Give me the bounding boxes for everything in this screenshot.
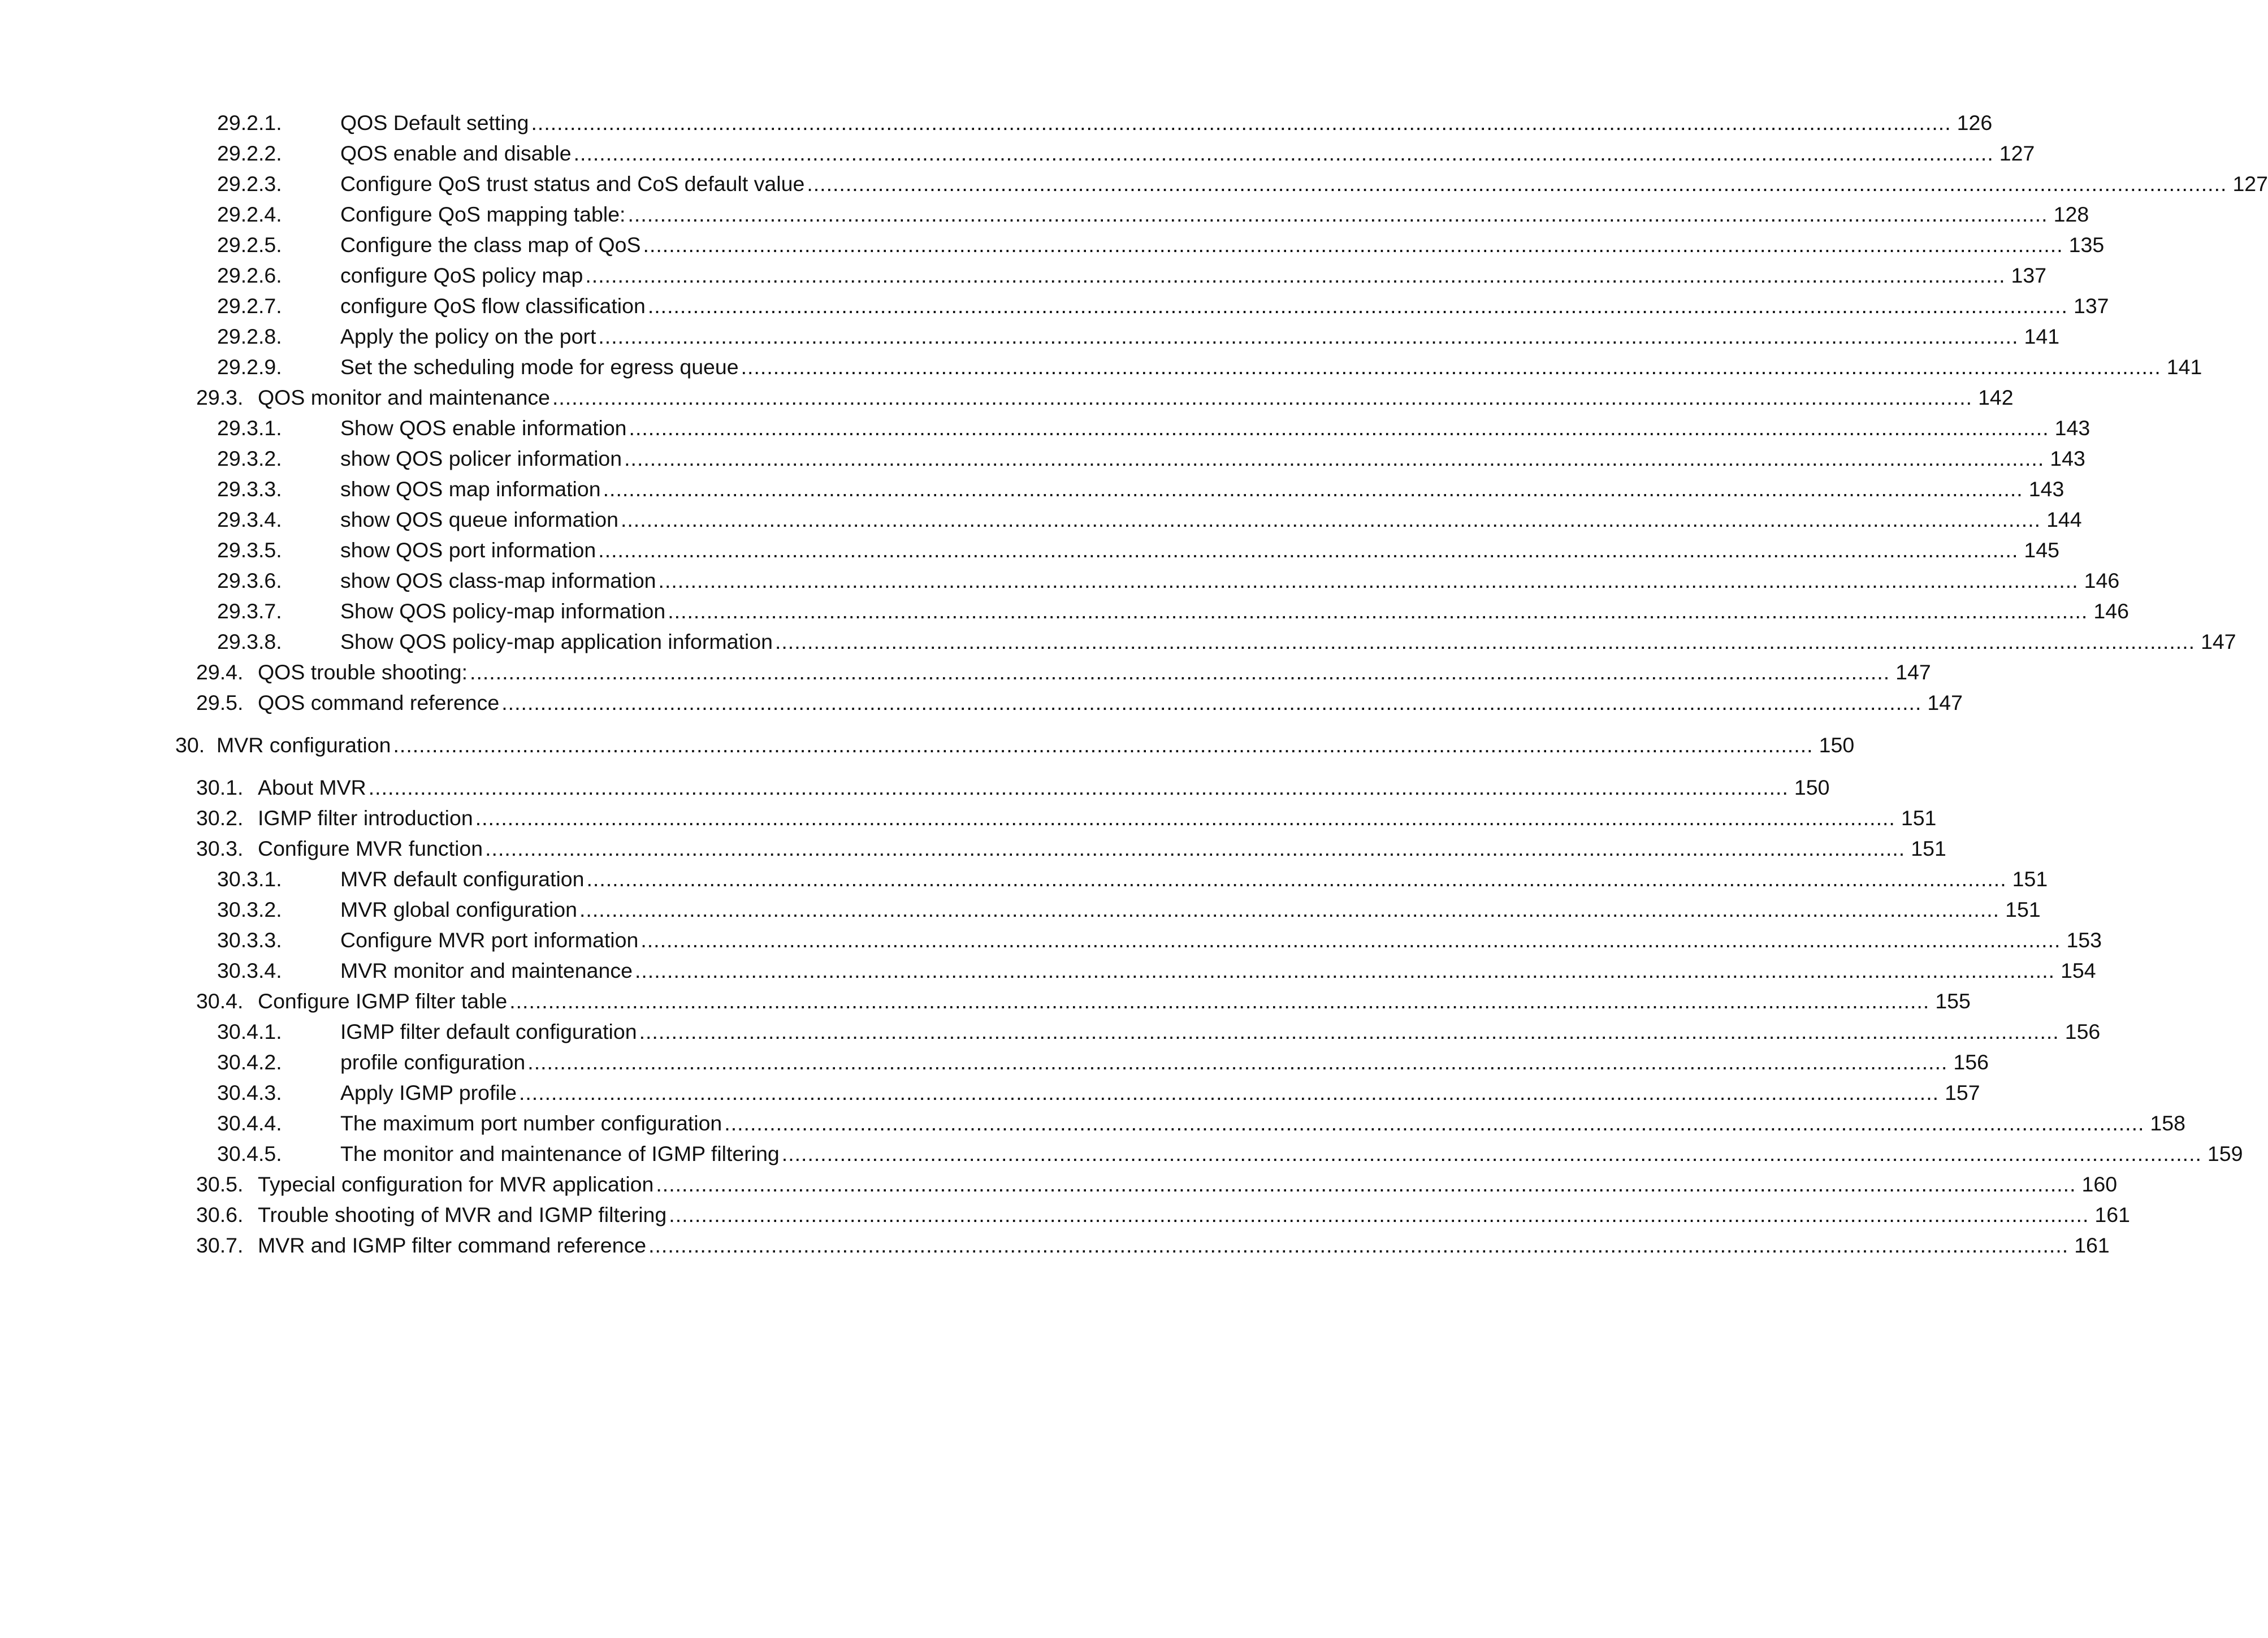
- toc-entry-line: [340, 199, 2089, 229]
- toc-entry-title: show QOS queue information: [340, 504, 621, 535]
- toc-entry[interactable]: [0, 596, 2129, 626]
- toc-entry[interactable]: [0, 1169, 2118, 1199]
- toc-entry-page-number: 143: [2054, 416, 2090, 440]
- toc-entry[interactable]: [0, 260, 2047, 291]
- dot-leader: ............................................................................................................................................................................................................................: [518, 1081, 1940, 1104]
- dot-leader: ............................................................................................................................................................................................................................: [624, 447, 2045, 470]
- toc-entry[interactable]: [0, 107, 1993, 138]
- toc-entry-title: IGMP filter introduction: [258, 803, 475, 833]
- toc-entry-page-number: 151: [1901, 806, 1937, 830]
- toc-entry-line: [340, 894, 2041, 925]
- toc-entry-line: [340, 596, 2129, 626]
- toc-entry-number: 29.2.2.: [217, 141, 282, 165]
- toc-entry-title: About MVR: [258, 772, 369, 803]
- toc-entry[interactable]: [0, 833, 1946, 864]
- dot-leader: ............................................................................................................................................................................................................................: [741, 355, 2161, 379]
- toc-entry-title: Show QOS policy-map information: [340, 596, 668, 626]
- dot-leader: ............................................................................................................................................................................................................................: [643, 233, 2063, 257]
- toc-entry-page-number: 126: [1957, 111, 1993, 135]
- toc-entry[interactable]: [0, 1138, 2243, 1169]
- toc-entry-page-number: 156: [2064, 1020, 2101, 1043]
- toc-entry-page-number: 127: [2232, 172, 2268, 196]
- toc-entry-title: Configure QoS mapping table:: [340, 199, 627, 229]
- toc-entry-title: show QOS map information: [340, 474, 603, 504]
- toc-entry-line: [340, 535, 2059, 565]
- toc-entry-line: [340, 1047, 1989, 1077]
- toc-entry[interactable]: [0, 986, 1971, 1016]
- toc-entry[interactable]: [0, 1230, 2110, 1260]
- toc-entry-title: The maximum port number configuration: [340, 1108, 724, 1138]
- toc-entry[interactable]: [0, 687, 1963, 718]
- toc-entry-line: [340, 626, 2236, 657]
- toc-entry-line: [340, 291, 2109, 321]
- toc-entry-title: MVR configuration: [217, 730, 393, 760]
- toc-entry-number: 29.2.7.: [217, 294, 282, 318]
- toc-entry-line: [340, 565, 2120, 596]
- toc-entry-number: 29.3.3.: [217, 477, 282, 501]
- toc-entry-number: 30.3.1.: [217, 867, 282, 891]
- toc-entry-page-number: 145: [2024, 538, 2059, 562]
- toc-entry-number: 29.4.: [196, 660, 244, 684]
- toc-entry-page-number: 144: [2046, 508, 2082, 531]
- toc-entry-number: 29.2.1.: [217, 111, 282, 135]
- dot-leader: ............................................................................................................................................................................................................................: [552, 385, 1973, 409]
- toc-entry[interactable]: [0, 565, 2120, 596]
- toc-entry-title: Show QOS policy-map application information: [340, 626, 775, 657]
- toc-entry-number: 29.2.9.: [217, 355, 282, 379]
- toc-entry-number: 30.3.4.: [217, 959, 282, 982]
- toc-entry-line: [340, 925, 2102, 955]
- toc-entry-page-number: 151: [2005, 898, 2041, 921]
- toc-entry-title: Configure QoS trust status and CoS default value: [340, 168, 807, 199]
- toc-entry-number: 29.3.7.: [217, 599, 282, 623]
- toc-entry-title: QOS trouble shooting:: [258, 657, 470, 687]
- dot-leader: ............................................................................................................................................................................................................................: [485, 837, 1906, 860]
- toc-entry-title: Show QOS enable information: [340, 413, 629, 443]
- dot-leader: ............................................................................................................................................................................................................................: [656, 1172, 2076, 1196]
- toc-entry-title: Configure the class map of QoS: [340, 229, 643, 260]
- toc-entry-line: [340, 955, 2096, 986]
- dot-leader: ............................................................................................................................................................................................................................: [669, 1203, 2089, 1227]
- toc-entry-page-number: 156: [1953, 1050, 1989, 1074]
- toc-entry-line: [340, 138, 2035, 168]
- toc-entry-title: MVR global configuration: [340, 894, 579, 925]
- toc-entry[interactable]: [0, 864, 2048, 894]
- toc-entry-title: QOS enable and disable: [340, 138, 574, 168]
- toc-entry-number: 29.3.6.: [217, 569, 282, 592]
- dot-leader: ............................................................................................................................................................................................................................: [658, 569, 2079, 592]
- toc-entry-page-number: 154: [2061, 959, 2096, 982]
- dot-leader: ............................................................................................................................................................................................................................: [639, 1020, 2059, 1043]
- toc-entry-page-number: 150: [1819, 733, 1855, 757]
- toc-entry-page-number: 146: [2084, 569, 2120, 592]
- toc-entry-number: 30.4.5.: [217, 1142, 282, 1165]
- toc-entry-title: MVR and IGMP filter command reference: [258, 1230, 648, 1260]
- toc-entry-title: QOS monitor and maintenance: [258, 382, 552, 413]
- toc-entry-line: [258, 986, 1971, 1016]
- toc-entry-number: 30.3.2.: [217, 898, 282, 921]
- toc-entry-line: [258, 833, 1946, 864]
- toc-entry-number: 30.3.3.: [217, 928, 282, 952]
- toc-entry-line: [340, 107, 1993, 138]
- toc-entry-title: Typecial configuration for MVR application: [258, 1169, 656, 1199]
- toc-entry-line: [258, 772, 1830, 803]
- dot-leader: ............................................................................................................................................................................................................................: [620, 508, 2041, 531]
- toc-entry-line: [340, 504, 2082, 535]
- toc-entry-line: [340, 321, 2060, 352]
- dot-leader: ............................................................................................................................................................................................................................: [634, 959, 2055, 982]
- toc-entry-line: [258, 657, 1931, 687]
- toc-entry-line: [258, 1199, 2130, 1230]
- toc-entry[interactable]: [0, 772, 1830, 803]
- toc-entry-page-number: 141: [2166, 355, 2202, 379]
- toc-entry-page-number: 143: [2028, 477, 2064, 501]
- toc-entry-number: 29.2.4.: [217, 202, 282, 226]
- dot-leader: ............................................................................................................................................................................................................................: [807, 172, 2227, 196]
- toc-entry[interactable]: [0, 925, 2102, 955]
- toc-entry-line: [258, 1230, 2110, 1260]
- dot-leader: ............................................................................................................................................................................................................................: [774, 630, 2196, 653]
- toc-entry-title: QOS Default setting: [340, 107, 531, 138]
- dot-leader: ............................................................................................................................................................................................................................: [724, 1111, 2145, 1135]
- toc-entry-line: [340, 229, 2105, 260]
- toc-entry[interactable]: [0, 504, 2082, 535]
- toc-entry-page-number: 151: [2012, 867, 2048, 891]
- toc-entry[interactable]: [0, 1047, 1989, 1077]
- toc-entry[interactable]: [0, 199, 2089, 229]
- toc-entry-number: 30.3.: [196, 837, 244, 860]
- toc-entry-title: Apply the policy on the port: [340, 321, 598, 352]
- toc-entry-title: show QOS policer information: [340, 443, 624, 474]
- toc-entry[interactable]: [0, 352, 2202, 382]
- toc-entry-number: 30.4.: [196, 989, 244, 1013]
- toc-entry-number: 29.3.5.: [217, 538, 282, 562]
- toc-entry-number: 29.2.3.: [217, 172, 282, 196]
- toc-entry-page-number: 141: [2024, 324, 2060, 348]
- toc-entry-title: show QOS class-map information: [340, 565, 659, 596]
- toc-entry[interactable]: [0, 626, 2236, 657]
- toc-entry-line: [217, 730, 1855, 760]
- toc-entry-line: [340, 1077, 1980, 1108]
- toc-entry-number: 30.2.: [196, 806, 244, 830]
- toc-entry-number: 29.2.6.: [217, 263, 282, 287]
- toc-entry[interactable]: [0, 321, 2060, 352]
- toc-entry-title: MVR default configuration: [340, 864, 587, 894]
- toc-entry-page-number: 137: [2011, 263, 2047, 287]
- toc-entry-number: 29.2.5.: [217, 233, 282, 257]
- toc-entry-title: Trouble shooting of MVR and IGMP filtering: [258, 1199, 669, 1230]
- toc-entry[interactable]: [0, 1199, 2130, 1230]
- dot-leader: ............................................................................................................................................................................................................................: [509, 989, 1930, 1013]
- dot-leader: ............................................................................................................................................................................................................................: [781, 1142, 2202, 1165]
- toc-entry-page-number: 161: [2094, 1203, 2130, 1227]
- toc-entry-line: [340, 1108, 2185, 1138]
- toc-entry[interactable]: [0, 168, 2268, 199]
- dot-leader: ............................................................................................................................................................................................................................: [501, 691, 1922, 714]
- dot-leader: ............................................................................................................................................................................................................................: [603, 477, 2023, 501]
- toc-entry-title: configure QoS flow classification: [340, 291, 648, 321]
- toc-entry[interactable]: [0, 803, 1937, 833]
- toc-entry-title: Apply IGMP profile: [340, 1077, 519, 1108]
- toc-entry-line: [340, 1138, 2243, 1169]
- toc-entry-page-number: 143: [2050, 447, 2085, 470]
- toc-entry-page-number: 128: [2053, 202, 2089, 226]
- toc-entry-number: 29.3.2.: [217, 447, 282, 470]
- toc-entry-line: [258, 803, 1937, 833]
- toc-entry-title: Configure IGMP filter table: [258, 986, 509, 1016]
- toc-entry-number: 30.: [175, 733, 205, 757]
- dot-leader: ............................................................................................................................................................................................................................: [368, 775, 1789, 799]
- toc-entry-title: The monitor and maintenance of IGMP filtering: [340, 1138, 782, 1169]
- toc-entry-page-number: 147: [1895, 660, 1931, 684]
- toc-entry-page-number: 127: [1999, 141, 2035, 165]
- toc-entry-page-number: 151: [1911, 837, 1946, 860]
- dot-leader: ............................................................................................................................................................................................................................: [586, 867, 2007, 891]
- toc-entry[interactable]: [0, 443, 2085, 474]
- toc-entry[interactable]: [0, 382, 2014, 413]
- toc-entry[interactable]: [0, 1108, 2185, 1138]
- toc-entry-title: profile configuration: [340, 1047, 527, 1077]
- toc-entry-line: [340, 352, 2202, 382]
- toc-entry[interactable]: [0, 730, 1855, 760]
- dot-leader: ............................................................................................................................................................................................................................: [598, 324, 2019, 348]
- dot-leader: ............................................................................................................................................................................................................................: [629, 416, 2049, 440]
- toc-entry-number: 29.3.: [196, 385, 244, 409]
- dot-leader: ............................................................................................................................................................................................................................: [475, 806, 1895, 830]
- toc-entry[interactable]: [0, 1016, 2101, 1047]
- toc-entry-title: MVR monitor and maintenance: [340, 955, 635, 986]
- toc-entry-title: Configure MVR function: [258, 833, 485, 864]
- dot-leader: ............................................................................................................................................................................................................................: [393, 733, 1813, 757]
- toc-entry-title: IGMP filter default configuration: [340, 1016, 639, 1047]
- toc-entry-number: 30.6.: [196, 1203, 244, 1227]
- toc-entry-title: Configure MVR port information: [340, 925, 640, 955]
- toc-entry-line: [340, 1016, 2101, 1047]
- toc-entry-page-number: 161: [2074, 1233, 2110, 1257]
- toc-entry-page-number: 153: [2066, 928, 2102, 952]
- toc-entry[interactable]: [0, 894, 2041, 925]
- toc-entry-title: show QOS port information: [340, 535, 598, 565]
- toc-entry-page-number: 157: [1945, 1081, 1980, 1104]
- toc-entry-line: [340, 260, 2047, 291]
- dot-leader: ............................................................................................................................................................................................................................: [668, 599, 2088, 623]
- toc-entry-line: [258, 687, 1963, 718]
- toc-entry-number: 30.7.: [196, 1233, 244, 1257]
- dot-leader: ............................................................................................................................................................................................................................: [531, 111, 1951, 135]
- dot-leader: ............................................................................................................................................................................................................................: [647, 294, 2068, 318]
- toc-entry[interactable]: [0, 229, 2105, 260]
- toc-entry-number: 30.4.3.: [217, 1081, 282, 1104]
- toc-entry[interactable]: [0, 291, 2109, 321]
- toc-entry-page-number: 155: [1935, 989, 1971, 1013]
- toc-entry[interactable]: [0, 138, 2035, 168]
- dot-leader: ............................................................................................................................................................................................................................: [579, 898, 2000, 921]
- toc-entry-line: [340, 413, 2090, 443]
- toc-entry-number: 29.5.: [196, 691, 244, 714]
- toc-entry-page-number: 150: [1794, 775, 1830, 799]
- toc-entry[interactable]: [0, 535, 2059, 565]
- toc-entry-page-number: 135: [2068, 233, 2105, 257]
- toc-entry[interactable]: [0, 474, 2064, 504]
- toc-entry-page-number: 158: [2150, 1111, 2185, 1135]
- toc-entry[interactable]: [0, 955, 2096, 986]
- toc-entry-page-number: 137: [2073, 294, 2109, 318]
- toc-entry-page-number: 147: [2201, 630, 2236, 653]
- toc-entry-number: 30.4.1.: [217, 1020, 282, 1043]
- dot-leader: ............................................................................................................................................................................................................................: [585, 263, 2006, 287]
- dot-leader: ............................................................................................................................................................................................................................: [640, 928, 2061, 952]
- dot-leader: ............................................................................................................................................................................................................................: [648, 1233, 2069, 1257]
- toc-entry[interactable]: [0, 1077, 1980, 1108]
- toc-entry-title: QOS command reference: [258, 687, 501, 718]
- toc-entry-page-number: 146: [2093, 599, 2129, 623]
- toc-entry-page-number: 159: [2207, 1142, 2243, 1165]
- toc-entry-number: 29.3.8.: [217, 630, 282, 653]
- toc-entry-line: [258, 382, 2014, 413]
- toc-entry-number: 29.3.1.: [217, 416, 282, 440]
- dot-leader: ............................................................................................................................................................................................................................: [598, 538, 2019, 562]
- toc-entry[interactable]: [0, 657, 1931, 687]
- toc-entry-number: 29.3.4.: [217, 508, 282, 531]
- toc-entry-title: configure QoS policy map: [340, 260, 585, 291]
- toc-entry-line: [340, 168, 2268, 199]
- toc-entry-page-number: 147: [1927, 691, 1963, 714]
- toc-entry-number: 30.5.: [196, 1172, 244, 1196]
- dot-leader: ............................................................................................................................................................................................................................: [627, 202, 2048, 226]
- toc-entry-line: [340, 443, 2085, 474]
- dot-leader: ............................................................................................................................................................................................................................: [527, 1050, 1948, 1074]
- toc-entry-line: [340, 864, 2048, 894]
- toc-entry-number: 30.1.: [196, 775, 244, 799]
- dot-leader: ............................................................................................................................................................................................................................: [573, 141, 1994, 165]
- toc-entry-line: [258, 1169, 2118, 1199]
- toc-entry-number: 29.2.8.: [217, 324, 282, 348]
- toc-entry[interactable]: [0, 413, 2090, 443]
- table-of-contents: [0, 107, 2268, 1260]
- toc-entry-line: [340, 474, 2064, 504]
- toc-entry-title: Set the scheduling mode for egress queue: [340, 352, 741, 382]
- toc-entry-page-number: 160: [2081, 1172, 2118, 1196]
- toc-entry-number: 30.4.2.: [217, 1050, 282, 1074]
- toc-entry-page-number: 142: [1978, 385, 2014, 409]
- dot-leader: ............................................................................................................................................................................................................................: [470, 660, 1890, 684]
- toc-entry-number: 30.4.4.: [217, 1111, 282, 1135]
